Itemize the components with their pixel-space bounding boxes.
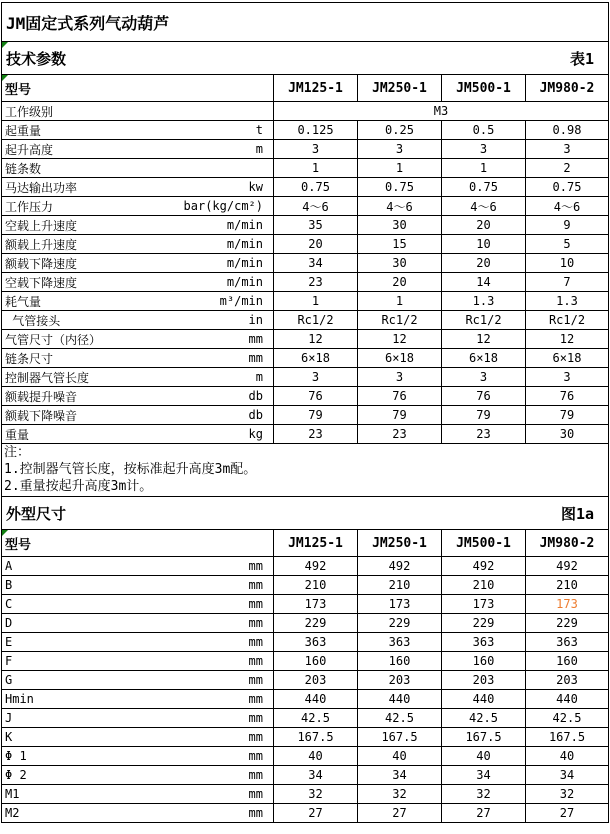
table-cell[interactable]: 4～6 — [274, 197, 358, 216]
row-label-cell[interactable] — [2, 406, 274, 425]
table-cell[interactable]: 6×18 — [358, 349, 442, 368]
table-row — [2, 728, 609, 747]
table-cell[interactable]: 10 — [442, 235, 526, 254]
table-cell[interactable]: 2 — [526, 159, 609, 178]
section-row-technical-parameters — [2, 42, 609, 75]
table-row — [2, 292, 609, 311]
row-label: Φ 2 — [5, 768, 27, 782]
table-row — [2, 785, 609, 804]
row-label: 额载提升噪音 — [5, 389, 78, 404]
table-cell[interactable]: 32 — [442, 785, 526, 804]
table-cell[interactable]: 40 — [526, 747, 609, 766]
table-cell[interactable]: 4～6 — [442, 197, 526, 216]
table-cell[interactable]: 203 — [358, 671, 442, 690]
table-cell[interactable]: 363 — [358, 633, 442, 652]
table-row — [2, 102, 609, 121]
table-cell[interactable]: 42.5 — [442, 709, 526, 728]
row-label: 工作压力 — [5, 199, 54, 214]
row-label: E — [5, 635, 13, 649]
row-unit: mm — [248, 654, 263, 668]
model-column-header[interactable]: JM980-2 — [526, 530, 609, 557]
table-cell[interactable]: 492 — [442, 557, 526, 576]
row-label: 链条尺寸 — [5, 351, 54, 366]
table-row — [2, 235, 609, 254]
section-cell-technical-parameters[interactable] — [2, 42, 609, 75]
table-cell[interactable]: 6×18 — [442, 349, 526, 368]
table-cell[interactable]: 167.5 — [358, 728, 442, 747]
row-label-cell[interactable] — [2, 766, 274, 785]
table-cell[interactable]: 30 — [358, 216, 442, 235]
table-cell[interactable]: 12 — [526, 330, 609, 349]
table-row — [2, 330, 609, 349]
section-title: 技术参数 — [6, 49, 67, 68]
table-cell[interactable]: 20 — [358, 273, 442, 292]
table-cell[interactable]: 0.75 — [274, 178, 358, 197]
table-cell[interactable]: 210 — [442, 576, 526, 595]
table-cell[interactable]: 0.5 — [442, 121, 526, 140]
spreadsheet — [1, 2, 608, 823]
table-row — [2, 311, 609, 330]
notes-row — [2, 444, 609, 497]
model-header-label: 型号 — [5, 537, 32, 553]
table-cell[interactable]: 4～6 — [526, 197, 609, 216]
row-label-cell[interactable] — [2, 368, 274, 387]
table-cell[interactable]: 3 — [526, 368, 609, 387]
table-cell[interactable]: 6×18 — [274, 349, 358, 368]
table-cell[interactable]: 40 — [274, 747, 358, 766]
model-column-header[interactable]: JM500-1 — [442, 75, 526, 102]
row-label-cell[interactable] — [2, 785, 274, 804]
table-cell[interactable]: 4～6 — [358, 197, 442, 216]
table-cell[interactable]: 27 — [358, 804, 442, 823]
row-unit: m — [255, 370, 263, 384]
table-cell[interactable]: 40 — [442, 747, 526, 766]
table-cell[interactable]: Rc1/2 — [358, 311, 442, 330]
row-label: 起升高度 — [5, 142, 54, 157]
row-label: 马达输出功率 — [5, 180, 78, 195]
row-label-cell[interactable] — [2, 273, 274, 292]
table-row — [2, 804, 609, 823]
row-label-cell[interactable] — [2, 235, 274, 254]
table-row — [2, 216, 609, 235]
table-cell[interactable]: 167.5 — [526, 728, 609, 747]
model-column-header[interactable]: JM980-2 — [526, 75, 609, 102]
row-label-cell[interactable] — [2, 709, 274, 728]
table-cell[interactable]: 34 — [274, 766, 358, 785]
row-label-cell[interactable] — [2, 614, 274, 633]
sheet-title-row — [2, 3, 609, 42]
table-cell[interactable]: 32 — [526, 785, 609, 804]
table-cell[interactable]: 7 — [526, 273, 609, 292]
table-cell[interactable]: 173 — [358, 595, 442, 614]
table-cell[interactable]: Rc1/2 — [274, 311, 358, 330]
table-cell[interactable]: 23 — [358, 425, 442, 444]
row-unit: m/min — [226, 256, 263, 270]
table-row — [2, 747, 609, 766]
table-cell[interactable]: 27 — [442, 804, 526, 823]
table-row — [2, 633, 609, 652]
table-cell[interactable]: 363 — [442, 633, 526, 652]
technical-parameters-body — [2, 102, 609, 444]
table-cell[interactable]: 492 — [358, 557, 442, 576]
table-cell[interactable]: 167.5 — [442, 728, 526, 747]
model-header-cell[interactable] — [2, 75, 274, 102]
row-unit: m — [255, 142, 263, 156]
row-label: C — [5, 597, 13, 611]
row-label-cell[interactable] — [2, 557, 274, 576]
notes-cell[interactable] — [2, 444, 609, 497]
section-title: 外型尺寸 — [6, 504, 67, 523]
row-label-cell[interactable] — [2, 633, 274, 652]
table-row — [2, 652, 609, 671]
table-cell-merged[interactable]: M3 — [274, 102, 609, 121]
row-unit: mm — [248, 351, 263, 365]
row-unit: mm — [248, 635, 263, 649]
row-label-cell[interactable] — [2, 690, 274, 709]
table-cell[interactable]: 34 — [526, 766, 609, 785]
row-label: 链条数 — [5, 161, 42, 176]
table-cell[interactable]: 0.75 — [358, 178, 442, 197]
table-cell[interactable]: 76 — [358, 387, 442, 406]
row-label-cell[interactable] — [2, 652, 274, 671]
table-row — [2, 387, 609, 406]
table-cell[interactable]: 363 — [274, 633, 358, 652]
table-cell[interactable]: 0.75 — [442, 178, 526, 197]
table-cell[interactable]: 160 — [526, 652, 609, 671]
table-cell[interactable]: 27 — [526, 804, 609, 823]
table-cell[interactable]: 40 — [358, 747, 442, 766]
row-label: K — [5, 730, 13, 744]
table-cell[interactable]: 20 — [442, 216, 526, 235]
row-label: G — [5, 673, 13, 687]
row-label-cell[interactable] — [2, 595, 274, 614]
table-cell[interactable]: 440 — [358, 690, 442, 709]
table-cell[interactable]: 160 — [358, 652, 442, 671]
row-unit: mm — [248, 578, 263, 592]
table-cell[interactable]: 1.3 — [442, 292, 526, 311]
table-cell[interactable]: 1 — [274, 159, 358, 178]
row-label-cell[interactable] — [2, 330, 274, 349]
row-label: J — [5, 711, 13, 725]
row-label-cell[interactable] — [2, 747, 274, 766]
table-number-label: 表1 — [569, 49, 594, 68]
row-unit: m/min — [226, 218, 263, 232]
model-column-header[interactable]: JM500-1 — [442, 530, 526, 557]
row-label: A — [5, 559, 13, 573]
table-cell[interactable]: 229 — [526, 614, 609, 633]
row-label: 额载下降噪音 — [5, 408, 78, 423]
table-cell[interactable]: 32 — [358, 785, 442, 804]
model-column-header[interactable]: JM250-1 — [358, 530, 442, 557]
row-label: 重量 — [5, 427, 30, 442]
table-cell[interactable]: 30 — [358, 254, 442, 273]
table-cell[interactable]: 23 — [442, 425, 526, 444]
table-cell[interactable]: 10 — [526, 254, 609, 273]
table-cell[interactable]: 23 — [274, 425, 358, 444]
table-cell[interactable]: 229 — [442, 614, 526, 633]
row-label: 控制器气管长度 — [5, 370, 90, 385]
table-cell[interactable]: 76 — [526, 387, 609, 406]
table-cell[interactable]: 210 — [274, 576, 358, 595]
row-label-cell[interactable] — [2, 311, 274, 330]
row-label: Φ 1 — [5, 749, 27, 763]
table-cell[interactable]: 30 — [526, 425, 609, 444]
row-label-cell[interactable] — [2, 216, 274, 235]
table-cell[interactable]: 210 — [358, 576, 442, 595]
table-row — [2, 159, 609, 178]
model-column-header[interactable]: JM125-1 — [274, 530, 358, 557]
table-row — [2, 140, 609, 159]
table-cell[interactable]: 76 — [274, 387, 358, 406]
table-row — [2, 197, 609, 216]
table-cell[interactable]: 440 — [274, 690, 358, 709]
sheet-title-cell[interactable] — [2, 3, 609, 42]
row-unit: mm — [248, 806, 263, 820]
row-label: 空载下降速度 — [5, 275, 78, 290]
table-cell[interactable]: 229 — [274, 614, 358, 633]
table-row — [2, 576, 609, 595]
table-cell[interactable]: 79 — [442, 406, 526, 425]
table-cell[interactable]: 79 — [358, 406, 442, 425]
table-cell[interactable]: 203 — [274, 671, 358, 690]
table-cell[interactable]: 79 — [526, 406, 609, 425]
table-cell[interactable]: 79 — [274, 406, 358, 425]
table-row — [2, 254, 609, 273]
table-cell[interactable]: 173 — [442, 595, 526, 614]
table-cell[interactable]: 34 — [274, 254, 358, 273]
table-cell[interactable]: 3 — [274, 368, 358, 387]
row-unit: m/min — [226, 237, 263, 251]
table-cell[interactable]: 173 — [274, 595, 358, 614]
row-label: F — [5, 654, 13, 668]
table-row — [2, 614, 609, 633]
model-header-label: 型号 — [5, 82, 32, 98]
table-cell[interactable]: 167.5 — [274, 728, 358, 747]
table-cell[interactable]: 6×18 — [526, 349, 609, 368]
row-label: 额载上升速度 — [5, 237, 78, 252]
table-row — [2, 273, 609, 292]
row-unit: t — [255, 123, 263, 137]
table-cell[interactable]: 203 — [442, 671, 526, 690]
table-cell[interactable]: 5 — [526, 235, 609, 254]
row-label-cell[interactable] — [2, 671, 274, 690]
row-unit: mm — [248, 711, 263, 725]
error-indicator-icon — [2, 530, 8, 536]
sheet-title: JM固定式系列气动葫芦 — [6, 13, 170, 33]
table-row — [2, 557, 609, 576]
table-cell[interactable]: 20 — [442, 254, 526, 273]
row-unit: kg — [248, 427, 263, 441]
figure-number-label: 图1a — [560, 504, 594, 523]
row-unit: in — [248, 313, 263, 327]
table-cell[interactable]: 160 — [442, 652, 526, 671]
table-cell[interactable]: 34 — [358, 766, 442, 785]
row-unit: bar(kg/cm²) — [183, 199, 263, 213]
table-cell[interactable]: 492 — [526, 557, 609, 576]
table-cell[interactable]: 3 — [526, 140, 609, 159]
table-cell[interactable]: 34 — [442, 766, 526, 785]
table-cell[interactable]: 492 — [274, 557, 358, 576]
row-label: 气管尺寸（内径） — [5, 332, 102, 347]
model-header-row — [2, 530, 609, 557]
table-row — [2, 709, 609, 728]
row-label-cell[interactable] — [2, 178, 274, 197]
row-unit: mm — [248, 692, 263, 706]
table-row — [2, 178, 609, 197]
row-unit: mm — [248, 673, 263, 687]
table-cell[interactable]: 0.25 — [358, 121, 442, 140]
row-label-cell[interactable] — [2, 292, 274, 311]
table-row — [2, 425, 609, 444]
row-unit: mm — [248, 559, 263, 573]
table-cell[interactable]: 42.5 — [526, 709, 609, 728]
row-label-cell[interactable] — [2, 140, 274, 159]
table-cell[interactable]: 76 — [442, 387, 526, 406]
table-cell[interactable]: 20 — [274, 235, 358, 254]
row-label: Hmin — [5, 692, 34, 706]
table-cell[interactable]: 42.5 — [358, 709, 442, 728]
row-label-cell[interactable] — [2, 804, 274, 823]
model-header-cell[interactable] — [2, 530, 274, 557]
row-label: 起重量 — [5, 123, 42, 138]
table-cell[interactable]: 440 — [526, 690, 609, 709]
row-label: 工作级别 — [5, 104, 54, 119]
row-unit: mm — [248, 730, 263, 744]
table-cell[interactable]: 3 — [442, 140, 526, 159]
table-cell[interactable]: 15 — [358, 235, 442, 254]
table-cell[interactable]: 0.98 — [526, 121, 609, 140]
row-label: B — [5, 578, 13, 592]
table-cell[interactable]: 1 — [358, 159, 442, 178]
table-cell[interactable]: 12 — [358, 330, 442, 349]
row-label: 额载下降速度 — [5, 256, 78, 271]
table-cell[interactable]: 1 — [274, 292, 358, 311]
error-indicator-icon — [2, 75, 8, 81]
table-row — [2, 766, 609, 785]
spec-sheet-table — [1, 2, 609, 823]
table-cell[interactable]: 27 — [274, 804, 358, 823]
table-cell[interactable]: 12 — [274, 330, 358, 349]
table-cell[interactable]: Rc1/2 — [442, 311, 526, 330]
row-label-cell[interactable] — [2, 102, 274, 121]
table-row — [2, 690, 609, 709]
row-label-cell[interactable] — [2, 425, 274, 444]
table-cell[interactable]: 1 — [442, 159, 526, 178]
note-line: 2.重量按起升高度3m计。 — [4, 479, 153, 494]
row-label-cell[interactable] — [2, 576, 274, 595]
table-cell[interactable]: 32 — [274, 785, 358, 804]
table-cell[interactable]: 9 — [526, 216, 609, 235]
row-unit: m³/min — [219, 294, 263, 308]
row-label: 耗气量 — [5, 294, 42, 309]
note-line: 1.控制器气管长度，按标准起升高度3m配。 — [4, 462, 257, 477]
table-cell[interactable]: 160 — [274, 652, 358, 671]
table-cell[interactable]: 3 — [358, 140, 442, 159]
model-column-header[interactable]: JM125-1 — [274, 75, 358, 102]
table-row — [2, 671, 609, 690]
table-cell[interactable]: 1 — [358, 292, 442, 311]
section-row-dimensions — [2, 497, 609, 530]
row-unit: mm — [248, 749, 263, 763]
row-label: M1 — [5, 787, 20, 801]
row-label-cell[interactable] — [2, 121, 274, 140]
row-label-cell[interactable] — [2, 387, 274, 406]
table-cell[interactable]: 23 — [274, 273, 358, 292]
table-cell[interactable]: 203 — [526, 671, 609, 690]
row-unit: mm — [248, 616, 263, 630]
section-cell-dimensions[interactable] — [2, 497, 609, 530]
row-label: 气管接头 — [5, 313, 61, 328]
table-cell[interactable]: 363 — [526, 633, 609, 652]
row-unit: mm — [248, 597, 263, 611]
table-cell[interactable]: 173 — [526, 595, 609, 614]
table-cell[interactable]: 440 — [442, 690, 526, 709]
note-line: 注： — [4, 445, 31, 460]
row-label-cell[interactable] — [2, 159, 274, 178]
row-label: D — [5, 616, 13, 630]
table-row — [2, 595, 609, 614]
table-row — [2, 406, 609, 425]
row-unit: mm — [248, 332, 263, 346]
table-cell[interactable]: 35 — [274, 216, 358, 235]
model-column-header[interactable]: JM250-1 — [358, 75, 442, 102]
table-cell[interactable]: 1.3 — [526, 292, 609, 311]
row-label-cell[interactable] — [2, 197, 274, 216]
table-cell[interactable]: Rc1/2 — [526, 311, 609, 330]
table-row — [2, 368, 609, 387]
row-unit: m/min — [226, 275, 263, 289]
row-label-cell[interactable] — [2, 728, 274, 747]
row-unit: mm — [248, 787, 263, 801]
table-row — [2, 349, 609, 368]
row-unit: kw — [248, 180, 263, 194]
row-unit: db — [248, 389, 263, 403]
row-unit: db — [248, 408, 263, 422]
row-label-cell[interactable] — [2, 254, 274, 273]
table-cell[interactable]: 14 — [442, 273, 526, 292]
table-cell[interactable]: 0.75 — [526, 178, 609, 197]
row-unit: mm — [248, 768, 263, 782]
row-label-cell[interactable] — [2, 349, 274, 368]
error-indicator-icon — [2, 42, 8, 48]
table-row — [2, 121, 609, 140]
table-cell[interactable]: 0.125 — [274, 121, 358, 140]
table-cell[interactable]: 3 — [358, 368, 442, 387]
dimensions-body — [2, 557, 609, 823]
table-cell[interactable]: 12 — [442, 330, 526, 349]
row-label: 空载上升速度 — [5, 218, 78, 233]
row-label: M2 — [5, 806, 20, 820]
table-cell[interactable]: 229 — [358, 614, 442, 633]
model-header-row — [2, 75, 609, 102]
table-cell[interactable]: 42.5 — [274, 709, 358, 728]
table-cell[interactable]: 3 — [442, 368, 526, 387]
table-cell[interactable]: 3 — [274, 140, 358, 159]
table-cell[interactable]: 210 — [526, 576, 609, 595]
